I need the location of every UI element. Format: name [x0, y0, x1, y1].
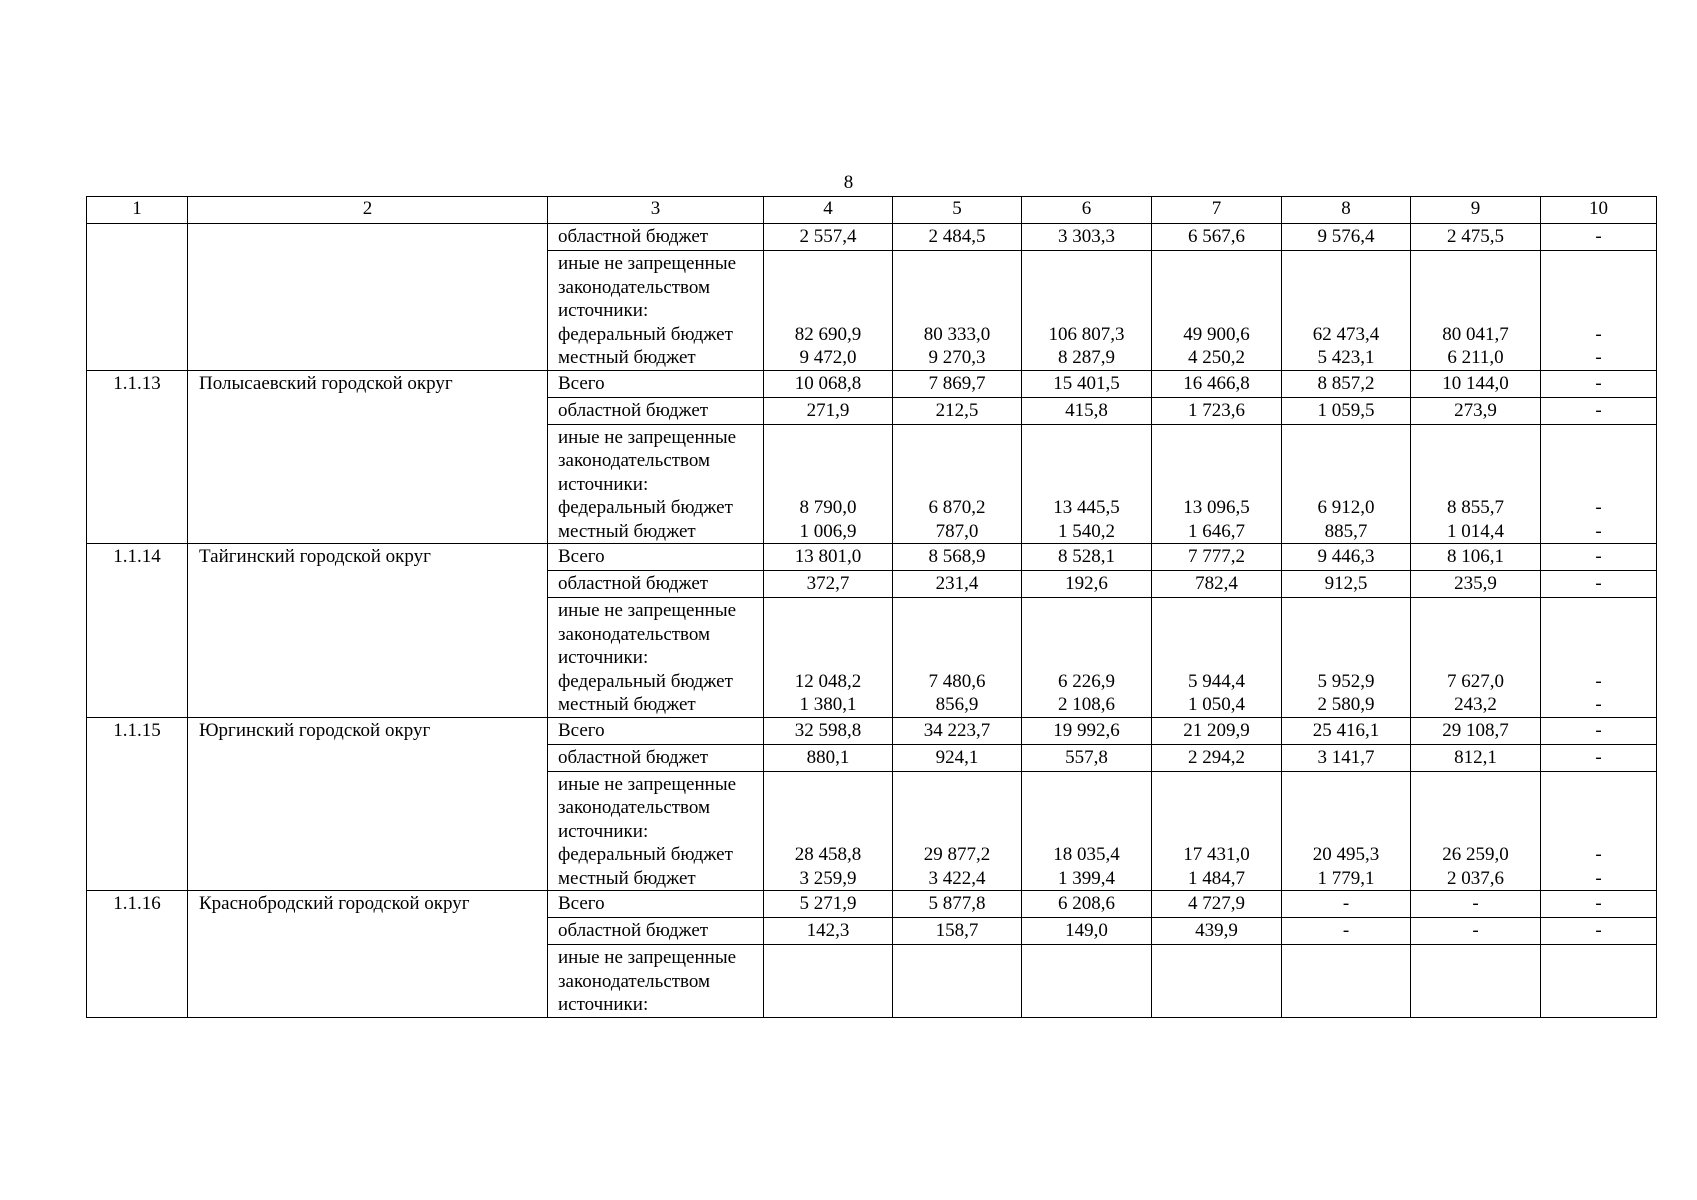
federal-value: 80 041,7: [1442, 323, 1509, 345]
local-value: 3 422,4: [928, 867, 986, 889]
header-col-9: 9: [1411, 197, 1541, 224]
value-cell: -: [1541, 891, 1657, 918]
source-text: областной бюджет: [558, 920, 709, 941]
source-text: законодательством: [558, 797, 711, 818]
value-cell: [764, 424, 893, 544]
federal-value: 7 627,0: [1447, 670, 1504, 692]
federal-value: 13 445,5: [1053, 497, 1120, 518]
value-cell: [893, 424, 1022, 544]
header-row: [87, 197, 1657, 224]
federal-value: 49 900,6: [1183, 323, 1250, 345]
federal-value: 80 333,0: [923, 323, 991, 345]
source-label: [548, 424, 764, 544]
local-value: 1 540,2: [1058, 520, 1115, 542]
row-number: 1.1.14: [87, 544, 188, 718]
federal-value: 28 458,8: [794, 844, 862, 865]
value-cell: -: [1282, 891, 1411, 918]
federal-value: 5 944,4: [1188, 670, 1245, 692]
value-cell: 912,5: [1282, 571, 1411, 598]
federal-value: 6 912,0: [1317, 497, 1375, 518]
value-cell: -: [1541, 224, 1657, 251]
value-cell: 2 557,4: [764, 224, 893, 251]
value-cell: 372,7: [764, 571, 893, 598]
source-text: источники:: [558, 300, 649, 321]
value-cell: 9 446,3: [1282, 544, 1411, 571]
value-cell: 231,4: [893, 571, 1022, 598]
header-col-1: 1: [87, 197, 188, 224]
source-text: областной бюджет: [558, 573, 709, 594]
value-cell: [1541, 251, 1657, 371]
local-value: 856,9: [935, 694, 979, 715]
value-cell: [1411, 251, 1541, 371]
value-cell: 4 727,9: [1152, 891, 1282, 918]
value-cell: [893, 945, 1022, 1018]
value-cell: [1411, 598, 1541, 718]
value-cell: 8 857,2: [1282, 370, 1411, 397]
value-cell: 5 271,9: [764, 891, 893, 918]
value-cell: [893, 771, 1022, 891]
federal-value: 6 870,2: [928, 497, 986, 518]
value-cell: 271,9: [764, 397, 893, 424]
source-text: федеральный бюджет: [558, 844, 733, 865]
federal-value: 20 495,3: [1312, 844, 1380, 865]
source-text: источники:: [558, 473, 649, 495]
value-cell: [1022, 771, 1152, 891]
value-cell: 6 567,6: [1152, 224, 1282, 251]
value-cell: [764, 945, 893, 1018]
row-number: 1.1.16: [87, 891, 188, 1018]
value-cell: -: [1411, 891, 1541, 918]
value-cell: [1282, 251, 1411, 371]
value-cell: 34 223,7: [893, 717, 1022, 744]
value-cell: 149,0: [1022, 918, 1152, 945]
source-text: иные не запрещенные: [558, 947, 737, 968]
value-cell: 7 777,2: [1152, 544, 1282, 571]
table-body: [87, 224, 1657, 1018]
value-cell: 415,8: [1022, 397, 1152, 424]
header-col-4: 4: [764, 197, 893, 224]
value-cell: [1022, 945, 1152, 1018]
row-number: 1.1.13: [87, 370, 188, 544]
federal-value: 13 096,5: [1183, 497, 1250, 518]
value-cell: 273,9: [1411, 397, 1541, 424]
local-value: 2 580,9: [1317, 694, 1375, 715]
source-text: иные не запрещенные: [558, 426, 737, 448]
local-value: 1 014,4: [1447, 520, 1504, 542]
local-value: 243,2: [1454, 694, 1497, 715]
value-cell: 8 568,9: [893, 544, 1022, 571]
federal-value: 106 807,3: [1048, 323, 1125, 345]
value-cell: 29 108,7: [1411, 717, 1541, 744]
source-label: [548, 251, 764, 371]
value-cell: [1152, 251, 1282, 371]
value-cell: 2 294,2: [1152, 744, 1282, 771]
source-label: [548, 891, 764, 918]
federal-value: -: [1595, 323, 1602, 345]
value-cell: 235,9: [1411, 571, 1541, 598]
local-value: -: [1595, 520, 1602, 542]
value-cell: -: [1282, 918, 1411, 945]
value-cell: [1022, 598, 1152, 718]
federal-value: 18 035,4: [1053, 844, 1120, 865]
value-cell: [1411, 771, 1541, 891]
value-cell: 557,8: [1022, 744, 1152, 771]
value-cell: [893, 598, 1022, 718]
value-cell: -: [1541, 370, 1657, 397]
value-cell: 212,5: [893, 397, 1022, 424]
source-label: [548, 224, 764, 251]
value-cell: -: [1541, 717, 1657, 744]
value-cell: [893, 251, 1022, 371]
value-cell: [764, 251, 893, 371]
source-text: местный бюджет: [558, 694, 696, 715]
value-cell: -: [1411, 918, 1541, 945]
header-col-3: 3: [548, 197, 764, 224]
value-cell: -: [1541, 571, 1657, 598]
local-value: 9 270,3: [928, 347, 986, 368]
value-cell: [1282, 598, 1411, 718]
value-cell: -: [1541, 744, 1657, 771]
local-value: 6 211,0: [1447, 347, 1504, 368]
row-total: [87, 370, 1657, 397]
header-col-8: 8: [1282, 197, 1411, 224]
row-number: [87, 224, 188, 371]
federal-value: 7 480,6: [928, 670, 986, 692]
source-text: иные не запрещенные: [558, 773, 737, 795]
federal-value: 8 855,7: [1447, 497, 1504, 518]
row-total: [87, 544, 1657, 571]
source-label: [548, 544, 764, 571]
source-text: Всего: [558, 893, 605, 914]
value-cell: 10 144,0: [1411, 370, 1541, 397]
source-text: Всего: [558, 546, 605, 567]
source-label: [548, 945, 764, 1018]
municipality-name: [188, 224, 548, 371]
row-total: [87, 891, 1657, 918]
header-col-6: 6: [1022, 197, 1152, 224]
local-value: 885,7: [1324, 520, 1368, 542]
local-value: 3 259,9: [799, 867, 857, 889]
source-label: [548, 571, 764, 598]
source-text: областной бюджет: [558, 226, 709, 247]
value-cell: [1541, 945, 1657, 1018]
value-cell: 15 401,5: [1022, 370, 1152, 397]
value-cell: 192,6: [1022, 571, 1152, 598]
value-cell: [1282, 945, 1411, 1018]
source-text: областной бюджет: [558, 746, 709, 768]
value-cell: 3 141,7: [1282, 744, 1411, 771]
federal-value: 82 690,9: [794, 323, 862, 345]
source-text: местный бюджет: [558, 520, 696, 542]
local-value: 2 037,6: [1447, 867, 1504, 889]
source-text: законодательством: [558, 970, 711, 992]
source-text: местный бюджет: [558, 867, 696, 889]
federal-value: 8 790,0: [799, 497, 857, 518]
value-cell: 2 475,5: [1411, 224, 1541, 251]
header-col-10: 10: [1541, 197, 1657, 224]
local-value: 1 779,1: [1317, 867, 1375, 889]
value-cell: [1022, 251, 1152, 371]
value-cell: 8 106,1: [1411, 544, 1541, 571]
source-text: местный бюджет: [558, 347, 696, 368]
source-text: источники:: [558, 820, 649, 842]
federal-value: -: [1595, 844, 1602, 865]
header-col-7: 7: [1152, 197, 1282, 224]
local-value: 5 423,1: [1317, 347, 1375, 368]
local-value: -: [1595, 347, 1602, 368]
local-value: 2 108,6: [1058, 694, 1115, 715]
row-oblast: [87, 224, 1657, 251]
source-text: федеральный бюджет: [558, 670, 733, 692]
federal-value: 17 431,0: [1183, 844, 1250, 865]
value-cell: 6 208,6: [1022, 891, 1152, 918]
local-value: -: [1595, 694, 1602, 715]
source-label: [548, 370, 764, 397]
source-text: законодательством: [558, 450, 711, 471]
value-cell: 13 801,0: [764, 544, 893, 571]
municipality-name: Тайгинский городской округ: [188, 544, 548, 718]
federal-value: 29 877,2: [923, 844, 991, 865]
local-value: -: [1595, 867, 1602, 889]
source-text: источники:: [558, 994, 649, 1015]
value-cell: [1022, 424, 1152, 544]
source-text: Всего: [558, 372, 605, 394]
value-cell: -: [1541, 918, 1657, 945]
source-text: законодательством: [558, 623, 711, 645]
value-cell: 880,1: [764, 744, 893, 771]
value-cell: 782,4: [1152, 571, 1282, 598]
value-cell: 9 576,4: [1282, 224, 1411, 251]
local-value: 1 646,7: [1188, 520, 1245, 542]
value-cell: 5 877,8: [893, 891, 1022, 918]
value-cell: 1 059,5: [1282, 397, 1411, 424]
source-label: [548, 397, 764, 424]
federal-value: 12 048,2: [794, 670, 862, 692]
source-text: федеральный бюджет: [558, 497, 733, 518]
value-cell: 3 303,3: [1022, 224, 1152, 251]
value-cell: 439,9: [1152, 918, 1282, 945]
local-value: 1 050,4: [1188, 694, 1245, 715]
source-text: Всего: [558, 719, 605, 741]
local-value: 4 250,2: [1188, 347, 1245, 368]
value-cell: 8 528,1: [1022, 544, 1152, 571]
value-cell: 1 723,6: [1152, 397, 1282, 424]
local-value: 787,0: [935, 520, 979, 542]
page-number: 8: [843, 172, 854, 193]
value-cell: 16 466,8: [1152, 370, 1282, 397]
value-cell: -: [1541, 544, 1657, 571]
value-cell: [764, 771, 893, 891]
source-label: [548, 717, 764, 744]
header-col-2: 2: [188, 197, 548, 224]
row-number: 1.1.15: [87, 717, 188, 891]
federal-value: -: [1595, 497, 1602, 518]
value-cell: [1541, 424, 1657, 544]
value-cell: 10 068,8: [764, 370, 893, 397]
value-cell: [1282, 424, 1411, 544]
value-cell: [1152, 598, 1282, 718]
value-cell: 2 484,5: [893, 224, 1022, 251]
source-text: законодательством: [558, 276, 711, 298]
federal-value: 6 226,9: [1058, 670, 1115, 692]
value-cell: [1541, 598, 1657, 718]
header-col-5: 5: [893, 197, 1022, 224]
federal-value: -: [1595, 670, 1602, 692]
value-cell: 924,1: [893, 744, 1022, 771]
local-value: 8 287,9: [1058, 347, 1115, 368]
source-text: источники:: [558, 647, 649, 668]
source-text: областной бюджет: [558, 399, 709, 421]
value-cell: 32 598,8: [764, 717, 893, 744]
value-cell: -: [1541, 397, 1657, 424]
value-cell: [1282, 771, 1411, 891]
row-total: [87, 717, 1657, 744]
local-value: 1 399,4: [1058, 867, 1115, 889]
value-cell: 158,7: [893, 918, 1022, 945]
value-cell: 142,3: [764, 918, 893, 945]
value-cell: 812,1: [1411, 744, 1541, 771]
value-cell: [1411, 424, 1541, 544]
source-label: [548, 744, 764, 771]
local-value: 1 380,1: [799, 694, 857, 715]
federal-value: 26 259,0: [1442, 844, 1509, 865]
federal-value: 5 952,9: [1317, 670, 1375, 692]
municipality-name: Полысаевский городской округ: [188, 370, 548, 544]
local-value: 9 472,0: [799, 347, 857, 368]
value-cell: 21 209,9: [1152, 717, 1282, 744]
budget-table: [86, 196, 1657, 1018]
local-value: 1 006,9: [799, 520, 857, 542]
source-text: федеральный бюджет: [558, 323, 733, 345]
value-cell: [1152, 945, 1282, 1018]
municipality-name: Краснобродский городской округ: [188, 891, 548, 1018]
local-value: 1 484,7: [1188, 867, 1245, 889]
value-cell: [1152, 424, 1282, 544]
municipality-name: Юргинский городской округ: [188, 717, 548, 891]
value-cell: [1152, 771, 1282, 891]
source-label: [548, 918, 764, 945]
source-label: [548, 598, 764, 718]
source-text: иные не запрещенные: [558, 600, 737, 621]
value-cell: 19 992,6: [1022, 717, 1152, 744]
source-label: [548, 771, 764, 891]
value-cell: [1541, 771, 1657, 891]
source-text: иные не запрещенные: [558, 253, 737, 274]
value-cell: [764, 598, 893, 718]
value-cell: 25 416,1: [1282, 717, 1411, 744]
value-cell: 7 869,7: [893, 370, 1022, 397]
value-cell: [1411, 945, 1541, 1018]
federal-value: 62 473,4: [1312, 323, 1380, 345]
